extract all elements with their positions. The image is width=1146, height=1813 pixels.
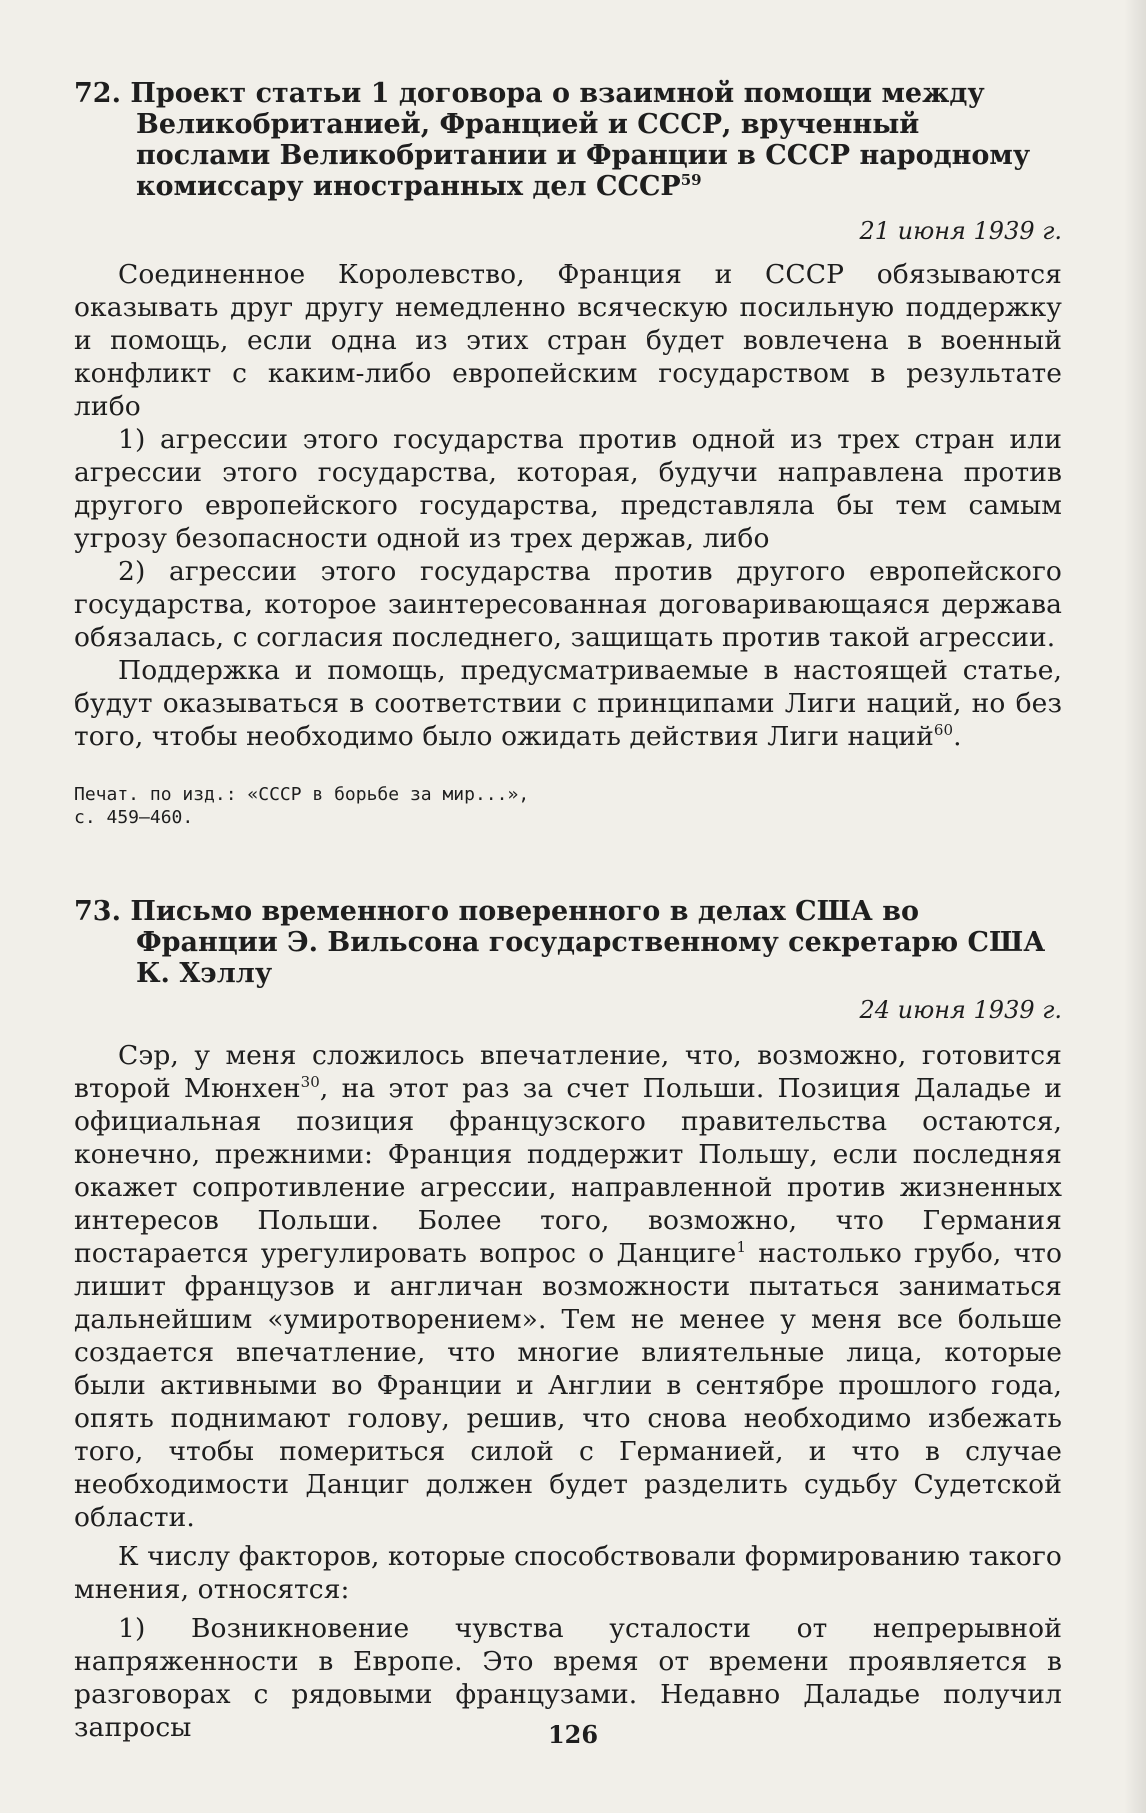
document-73 bbox=[74, 896, 1062, 1744]
paragraph: 1) Возникновение чувства усталости от непрерывной напряженности в Европе. Это время от времени проявляется в разговорах с рядовыми французами. Недавно Даладье получил запросы bbox=[74, 1613, 1062, 1743]
paragraph-text: Сэр, у меня сложилось впечатление, что, возможно, готовится второй Мюнхен bbox=[74, 1040, 1062, 1104]
document-73-heading: 73. Письмо временного поверенного в делах США во Франции Э. Вильсона государственному секретарю США К. Хэллу bbox=[74, 896, 1046, 989]
page-edge-shadow bbox=[1124, 0, 1146, 1813]
paragraph: Соединенное Королевство, Франция и СССР обязываются оказывать друг другу немедленно всяческую посильную поддержку и помощь, если одна из этих стран будет вовлечена в военный конфликт с каким-либо европейским государством в результате либо bbox=[74, 259, 1062, 422]
footnote-ref: 1 bbox=[736, 1238, 747, 1257]
document-72 bbox=[74, 78, 1062, 829]
footnote-ref: 30 bbox=[300, 1073, 320, 1092]
paragraph: 1) агрессии этого государства против одной из трех стран или агрессии этого государства, которая, будучи направлена против другого европейского государства, представляла бы тем самым угрозу безопасности одной из трех держав, либо bbox=[74, 424, 1062, 554]
paragraph bbox=[74, 1039, 1062, 1534]
paragraph: 2) агрессии этого государства против другого европейского государства, которое заинтересованная договаривающаяся держава обязалась, с согласия последнего, защищать против такой агрессии. bbox=[74, 556, 1062, 653]
paragraph: К числу факторов, которые способствовали формированию такого мнения, относятся: bbox=[74, 1541, 1062, 1605]
document-73-date: 24 июня 1939 г. bbox=[859, 996, 1062, 1024]
paragraph bbox=[74, 654, 1062, 753]
document-72-date: 21 июня 1939 г. bbox=[859, 217, 1062, 245]
footnote-ref: 60 bbox=[933, 721, 954, 740]
paragraph-text: Поддержка и помощь, предусматриваемые в настоящей статье, будут оказываться в соответствии с принципами Лиги наций, но без того, чтобы необходимо было ожидать действия Лиги наций bbox=[74, 655, 1062, 752]
footnote-ref: 59 bbox=[680, 171, 702, 189]
heading-text: 72. Проект статьи 1 договора о взаимной помощи между Великобританией, Францией и СССР, врученный послами Великобритании и Франции в СССР народному комиссару иностранных дел СССР bbox=[74, 78, 1031, 202]
paragraph-text: . bbox=[953, 721, 962, 752]
source-citation: Печат. по изд.: «СССР в борьбе за мир...», с. 459—460. bbox=[74, 784, 530, 828]
paragraph-text: настолько грубо, что лишит французов и англичан возможности пытаться заниматься дальнейшим «умиротворением». Тем не менее у меня все больше создается впечатление, что многие влиятельные лица, которые были активными во Франции и Англии в сентябре прошлого года, опять поднимают голову, решив, что снова необходимо избежать того, чтобы помериться силой с Германией, и что в случае необходимости Данциг должен будет разделить судьбу Судетской области. bbox=[74, 1238, 1062, 1533]
paragraph-text: , на этот раз за счет Польши. Позиция Даладье и официальная позиция французского правительства остаются, конечно, прежними: Франция поддержит Польшу, если последняя окажет сопротивление агрессии, направленной против жизненных интересов Польши. Более того, возможно, что Германия постарается урегулировать вопрос о Данциге bbox=[74, 1073, 1062, 1269]
page-number: 126 bbox=[547, 1720, 599, 1749]
document-72-heading bbox=[74, 78, 1062, 202]
